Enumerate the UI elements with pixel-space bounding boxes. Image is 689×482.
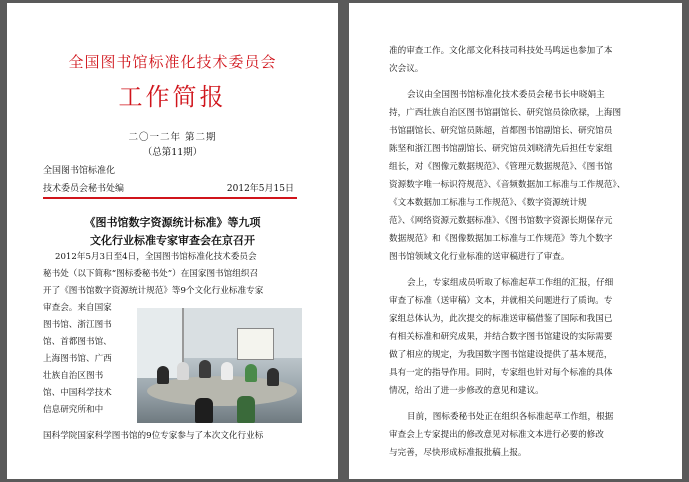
issue-number: 二〇一二年 第二期 — [128, 132, 217, 143]
paragraph-line: 会议由全国图书馆标准化技术委员会秘书长申晓娟主 — [407, 90, 605, 100]
paragraph-line: 国科学院国家科学图书馆的9位专家参与了本次文化行业标 — [43, 431, 264, 441]
paragraph-line: 目前，图标委秘书处正在组织各标准起草工作组，根据 — [407, 412, 614, 422]
paragraph-line: 书馆副馆长、研究馆员陈超，首都图书馆副馆长、研究馆员 — [389, 126, 613, 136]
paragraph-line: 次会议。 — [389, 64, 424, 74]
paragraph-line: 馆、中国科学技术 — [43, 388, 112, 398]
paragraph-line: 秘书处（以下简称“图标委秘书处”）在国家图书馆组织召 — [43, 269, 259, 279]
paragraph-line: 陈坚和浙江图书馆副馆长、研究馆员刘晓清先后担任专家组 — [389, 144, 613, 154]
paragraph-line: 情况，给出了进一步修改的意见和建议。 — [389, 386, 544, 396]
bulletin-title: 工作简报 — [118, 83, 227, 111]
paragraph-line: 持，广西壮族自治区图书馆副馆长、研究馆员徐欣禄，上海图 — [389, 108, 622, 118]
paragraph-line: 图书馆、浙江图书 — [43, 320, 112, 330]
article-title-line-2: 文化行业标准专家审查会在京召开 — [90, 234, 255, 247]
paragraph-line: 壮族自治区图书 — [43, 371, 104, 381]
paragraph-line: 馆、首都图书馆、 — [43, 337, 112, 347]
office-line-2: 技术委员会秘书处编 — [43, 184, 125, 194]
paragraph-line: 审查会。来自国家 — [43, 303, 112, 313]
paragraph-line: 审查了标准（送审稿）文本，并就相关问题进行了质询。专 — [389, 296, 613, 306]
paragraph-line: 家组总体认为，此次提交的标准送审稿借鉴了国际和我国已 — [389, 314, 613, 324]
org-name: 全国图书馆标准化技术委员会 — [68, 53, 277, 71]
page-right — [349, 3, 682, 479]
paragraph-line: 与完善，尽快形成标准报批稿上报。 — [389, 448, 527, 458]
meeting-photo — [137, 308, 302, 423]
publish-date: 2012年5月15日 — [226, 184, 294, 194]
page-left — [7, 3, 338, 479]
red-divider — [43, 197, 297, 199]
paragraph-line: 2012年5月3日至4日，全国图书馆标准化技术委员会 — [55, 252, 257, 262]
office-line-1: 全国图书馆标准化 — [43, 166, 116, 176]
paragraph-line: 做了相应的规定，为我国数字图书馆建设提供了基本规范， — [389, 350, 613, 360]
paragraph-line: 组长，对《图像元数据规范》、《管理元数据规范》、《图书馆 — [389, 162, 613, 172]
paragraph-line: 数据规范》和《图像数据加工标准与工作规范》等九个数字 — [389, 234, 613, 244]
paragraph-line: 《文本数据加工标准与工作规范》、《数字资源统计规 — [389, 198, 587, 208]
paragraph-line: 范》、《网络资源元数据标准》、《图书馆数字资源长期保存元 — [389, 216, 613, 226]
article-title-line-1: 《图书馆数字资源统计标准》等九项 — [84, 216, 261, 229]
paragraph-line: 资源数字唯一标识符规范》、《音频数据加工标准与工作规范》、 — [389, 180, 626, 190]
paragraph-line: 图书馆领域文化行业标准的送审稿进行了审查。 — [389, 252, 570, 262]
paragraph-line: 审查会上专家提出的修改意见对标准文本进行必要的修改 — [389, 430, 604, 440]
paragraph-line: 信息研究所和中 — [43, 405, 104, 415]
total-issue: （总第11期） — [142, 147, 203, 158]
paragraph-line: 会上，专家组成员听取了标准起草工作组的汇报，仔细 — [407, 278, 614, 288]
paragraph-line: 有相关标准和研究成果，并结合数字图书馆建设的实际需要 — [389, 332, 613, 342]
paragraph-line: 准的审查工作。文化部文化科技司科技处马鸣远也参加了本 — [389, 46, 613, 56]
paragraph-line: 开了《图书馆数字资源统计规范》等9个文化行业标准专家 — [43, 286, 264, 296]
paragraph-line: 具有一定的指导作用。同时，专家组也针对每个标准的具体 — [389, 368, 613, 378]
paragraph-line: 上海图书馆、广西 — [43, 354, 112, 364]
